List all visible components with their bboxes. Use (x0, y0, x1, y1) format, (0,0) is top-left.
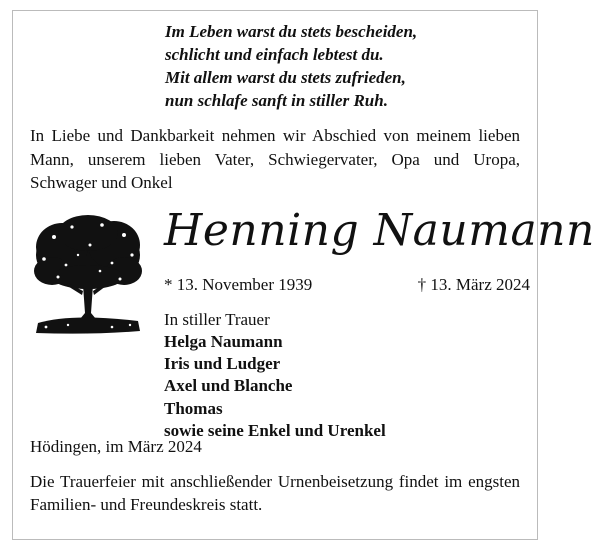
mourner-name: sowie seine Enkel und Urenkel (164, 420, 386, 440)
mourner-name: Axel und Blanche (164, 376, 293, 396)
mourner-name: Iris und Ludger (164, 354, 281, 374)
place-date: Hödingen, im März 2024 (30, 436, 202, 456)
mourners-heading: In stiller Trauer (164, 309, 270, 329)
main-section (12, 201, 595, 440)
deceased-name: Henning Naumann (164, 204, 595, 256)
poem-line: schlicht und einfach lebtest du. (165, 45, 384, 64)
poem-line: Im Leben warst du stets bescheiden, (165, 22, 418, 41)
poem-line: nun schlafe sanft in stiller Ruh. (165, 91, 388, 110)
funeral-info: Die Trauerfeier mit anschließender Urnenbeisetzung findet im engsten Familien- und Freundeskreis statt. (30, 471, 520, 514)
birth-date: * 13. November 1939 (164, 274, 313, 294)
poem-line: Mit allem warst du stets zufrieden, (165, 68, 406, 87)
death-date: † 13. März 2024 (417, 274, 530, 294)
mourner-name: Helga Naumann (164, 331, 283, 351)
mourner-name: Thomas (164, 398, 223, 418)
intro-text: In Liebe und Dankbarkeit nehmen wir Abschied von meinem lieben Mann, unserem lieben Vater, Schwiegervater, Opa und Uropa, Schwager und Onkel (30, 126, 520, 192)
poem (165, 20, 538, 112)
mourners (164, 309, 386, 443)
tree-icon (32, 215, 144, 337)
